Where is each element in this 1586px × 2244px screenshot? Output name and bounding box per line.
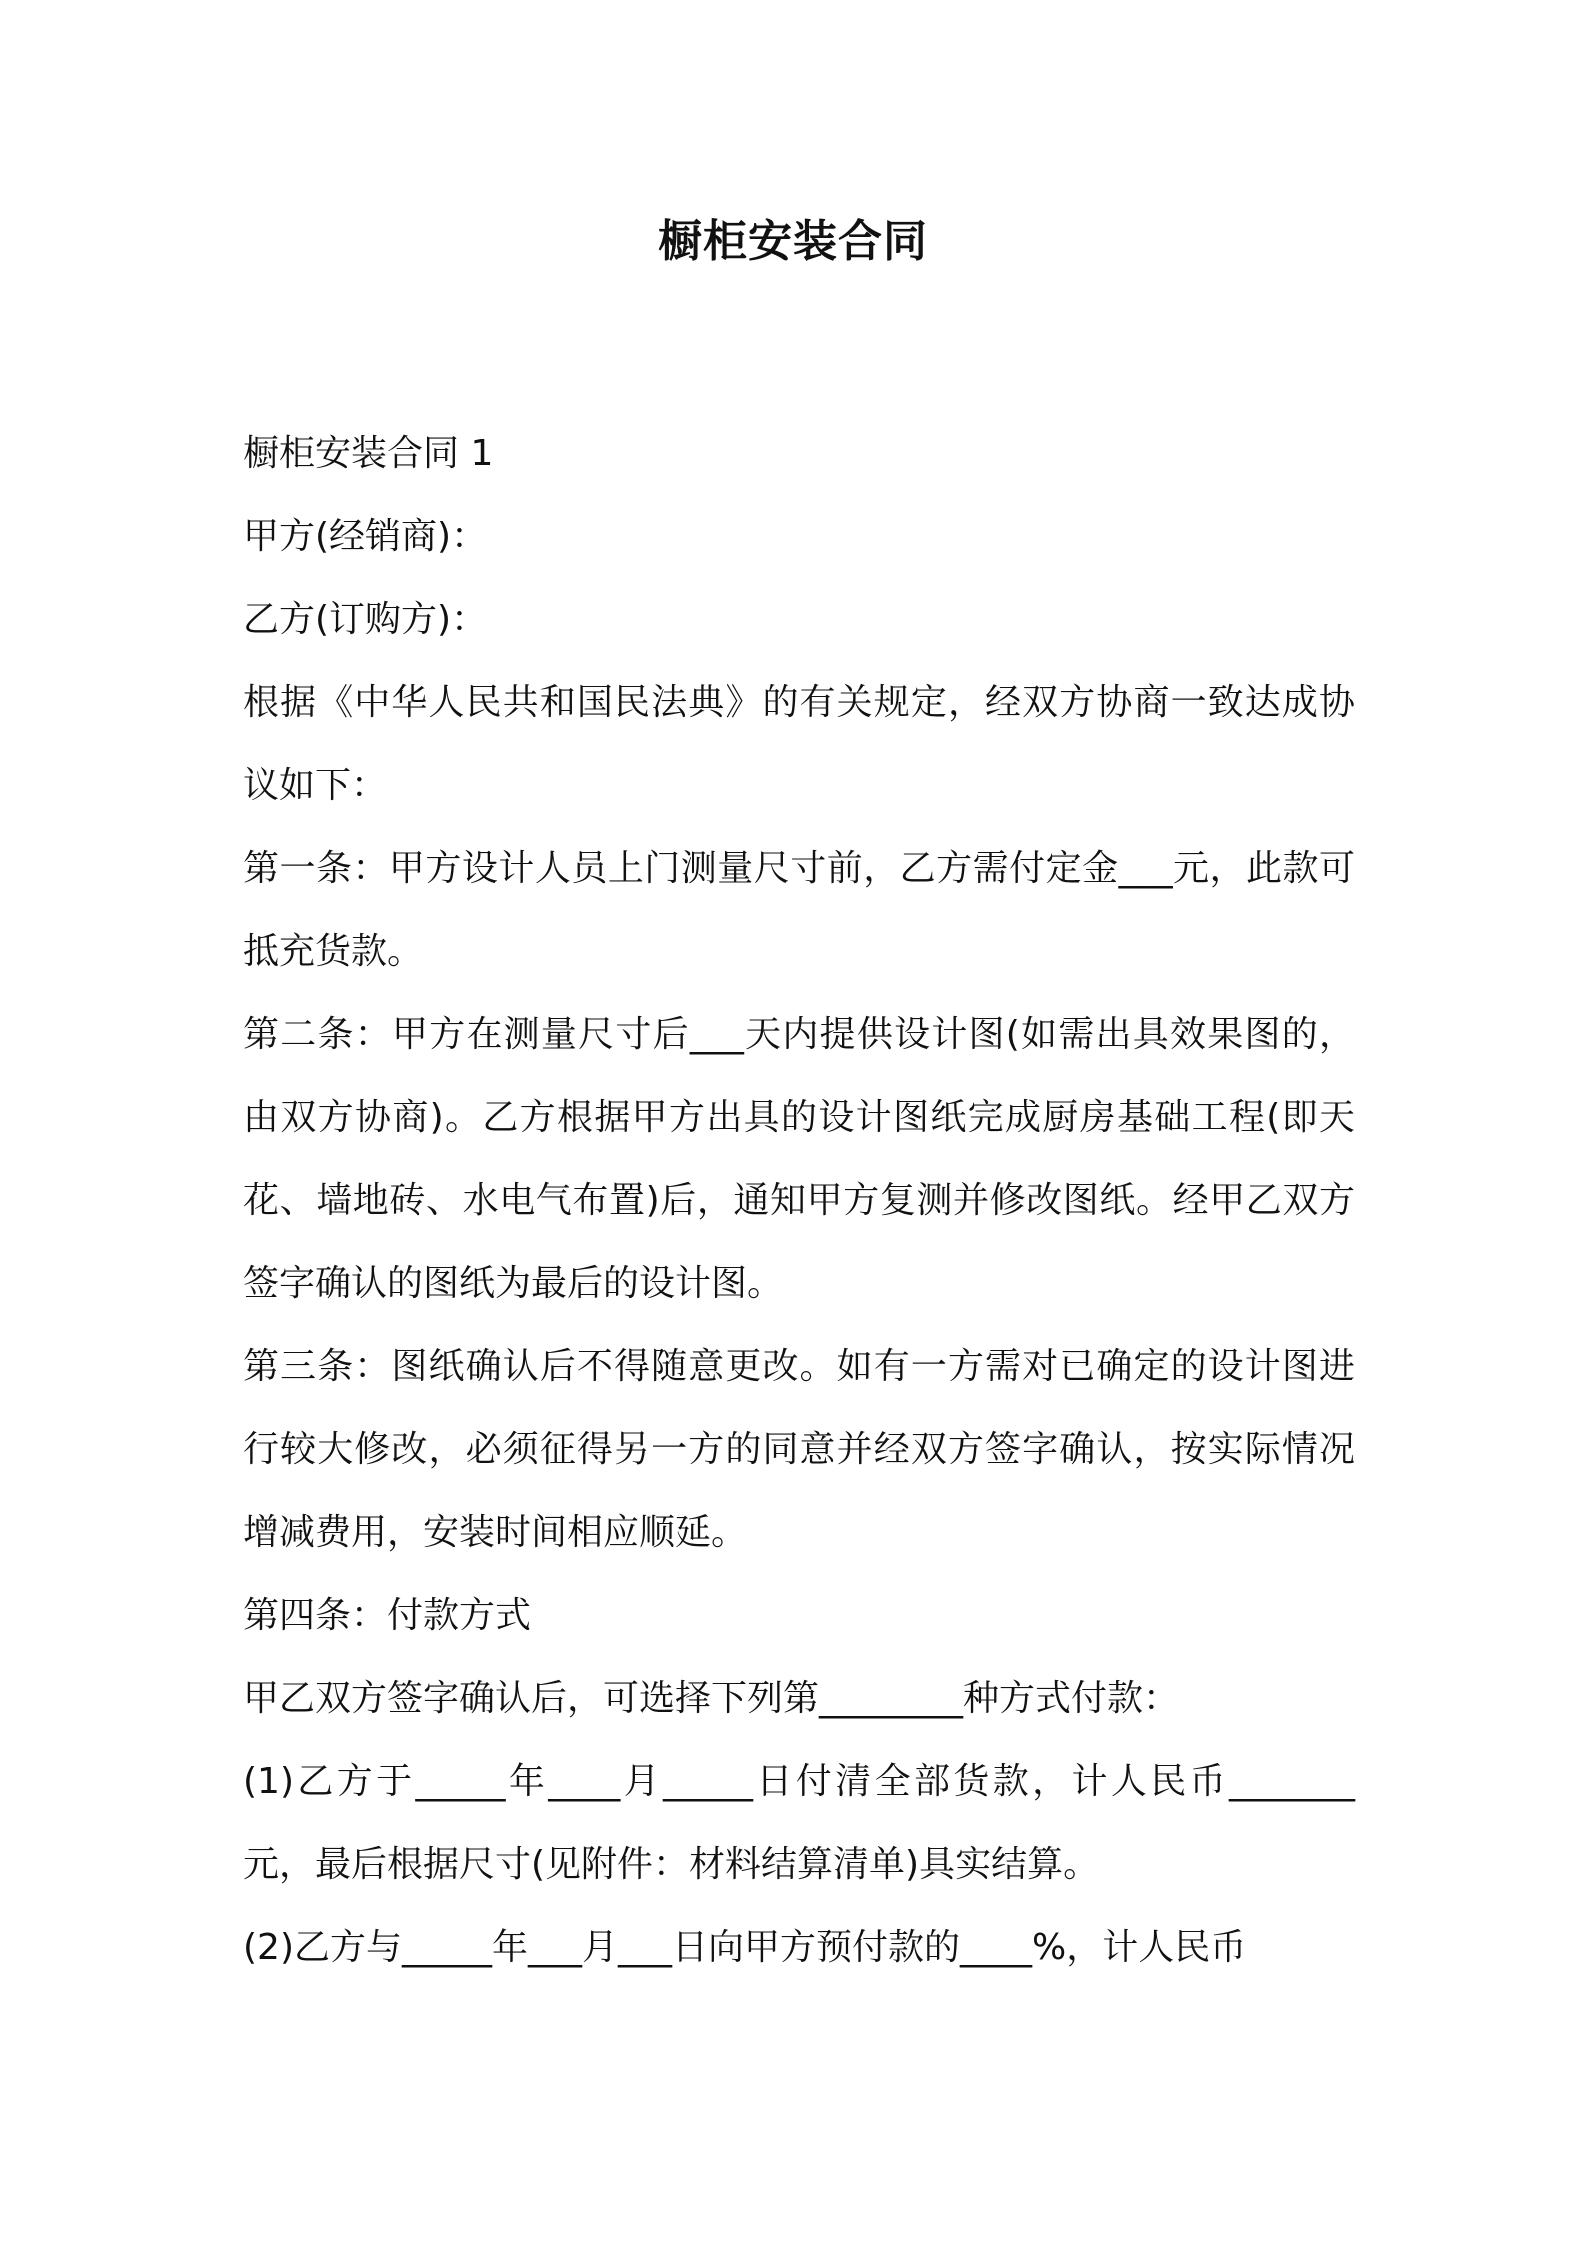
article-4-heading: 第四条：付款方式	[243, 1595, 532, 1636]
party-b-line: 乙方(订购方)：	[243, 599, 488, 640]
payment-option-1: (1)乙方于_____年____月_____日付清全部货款，计人民币_______元，最后根据尺寸(见附件：材料结算清单)具实结算。	[243, 1761, 1355, 1885]
party-a-line: 甲方(经销商)：	[243, 516, 488, 557]
article-1-paragraph: 第一条：甲方设计人员上门测量尺寸前，乙方需付定金___元，此款可抵充货款。	[243, 848, 1355, 972]
article-2-paragraph: 第二条：甲方在测量尺寸后___天内提供设计图(如需出具效果图的，由双方协商)。乙方根据甲方出具的设计图纸完成厨房基础工程(即天花、墙地砖、水电气布置)后，通知甲方复测并修改图纸。经甲乙双方签字确认的图纸为最后的设计图。	[243, 1014, 1355, 1304]
document-body	[243, 412, 1355, 1989]
preamble-paragraph: 根据《中华人民共和国民法典》的有关规定，经双方协商一致达成协议如下：	[243, 682, 1355, 806]
payment-option-2: (2)乙方与_____年___月___日向甲方预付款的____%，计人民币	[243, 1927, 1247, 1968]
contract-heading: 橱柜安装合同 1	[243, 433, 494, 474]
document-title: 橱柜安装合同	[658, 216, 928, 267]
payment-choice-paragraph: 甲乙双方签字确认后，可选择下列第________种方式付款：	[243, 1678, 1180, 1719]
article-3-paragraph: 第三条：图纸确认后不得随意更改。如有一方需对已确定的设计图进行较大修改，必须征得另一方的同意并经双方签字确认，按实际情况增减费用，安装时间相应顺延。	[243, 1346, 1355, 1553]
